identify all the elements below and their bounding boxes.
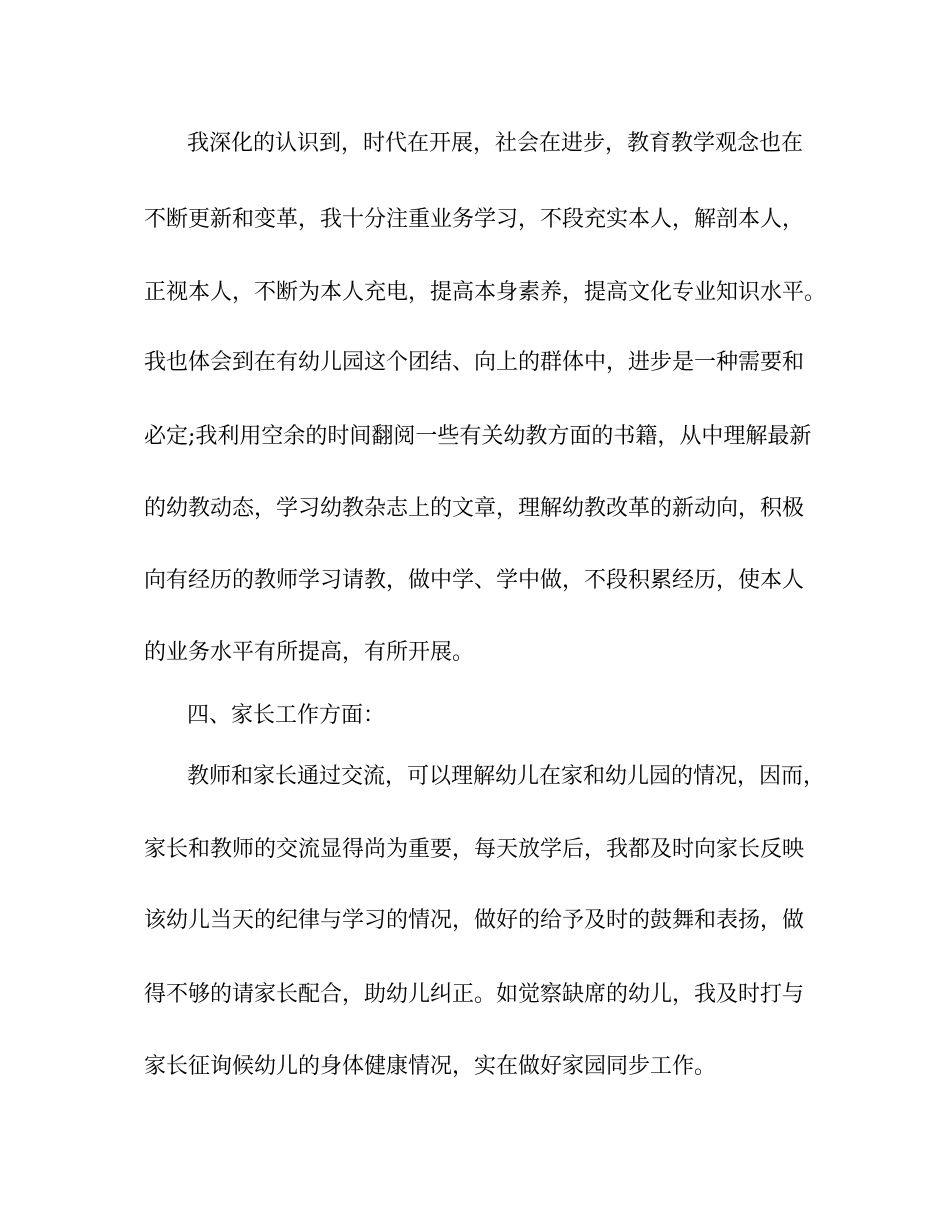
paragraph-2-line-2: 家长和教师的交流显得尚为重要，每天放学后，我都及时向家长反映 — [144, 837, 805, 862]
paragraph-2-line-3: 该幼儿当天的纪律与学习的情况，做好的给予及时的鼓舞和表扬，做 — [144, 908, 805, 933]
paragraph-2-line-4: 得不够的请家长配合，助幼儿纠正。如觉察缺席的幼儿，我及时打与 — [144, 982, 805, 1007]
paragraph-1-line-2: 不断更新和变革，我十分注重业务学习，不段充实本人，解剖本人， — [144, 207, 805, 232]
paragraph-1-line-8: 的业务水平有所提高，有所开展。 — [144, 640, 475, 665]
paragraph-1-line-3: 正视本人，不断为本人充电，提高本身素养，提高文化专业知识水平。 — [144, 280, 827, 305]
paragraph-1-line-4: 我也体会到在有幼儿园这个团结、向上的群体中，进步是一种需要和 — [144, 350, 805, 375]
paragraph-1-line-5: 必定;我利用空余的时间翻阅一些有关幼教方面的书籍，从中理解最新 — [144, 424, 812, 449]
paragraph-1-line-7: 向有经历的教师学习请教，做中学、学中做，不段积累经历，使本人 — [144, 568, 805, 593]
paragraph-1-line-1: 我深化的认识到，时代在开展，社会在进步，教育教学观念也在 — [187, 131, 804, 156]
paragraph-1-line-6: 的幼教动态，学习幼教杂志上的文章，理解幼教改革的新动向，积极 — [144, 496, 805, 521]
section-heading: 四、家长工作方面： — [187, 703, 386, 728]
paragraph-2-line-5: 家长征询候幼儿的身体健康情况，实在做好家园同步工作。 — [144, 1054, 717, 1079]
paragraph-2-line-1: 教师和家长通过交流，可以理解幼儿在家和幼儿园的情况，因而， — [187, 764, 826, 789]
